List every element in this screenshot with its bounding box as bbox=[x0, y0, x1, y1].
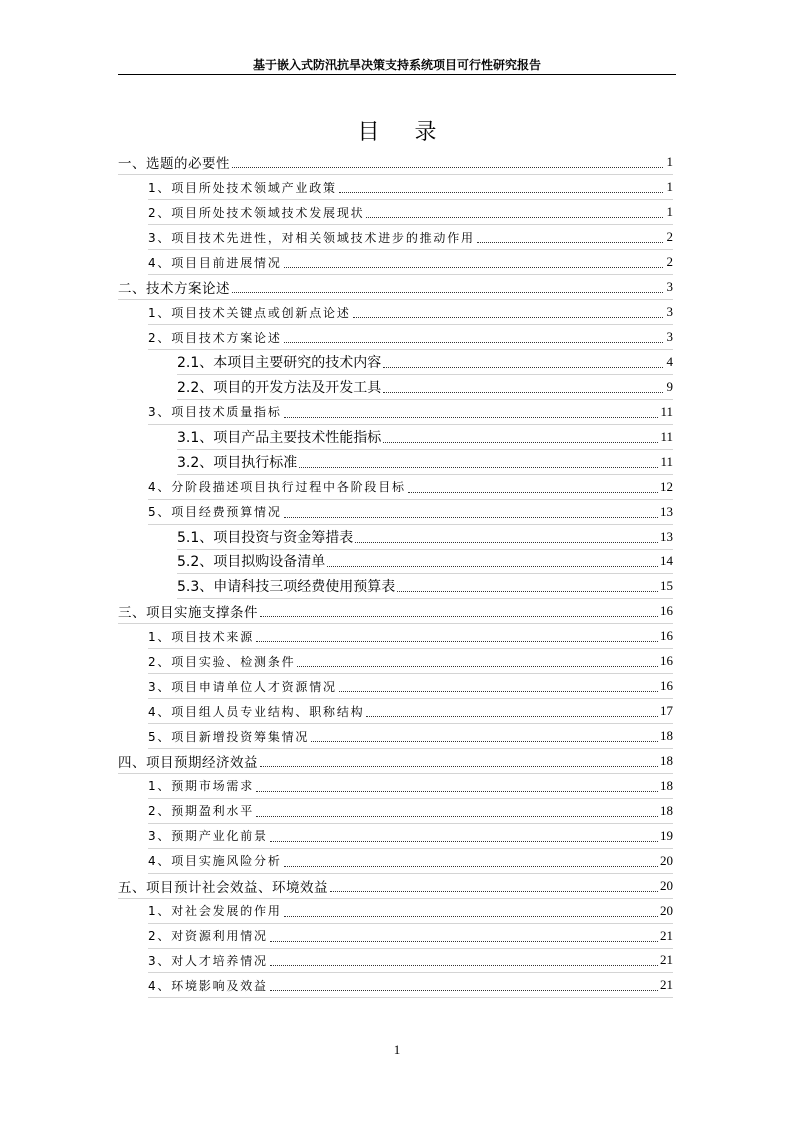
toc-dot-leader bbox=[284, 516, 658, 518]
toc-entry[interactable] bbox=[148, 824, 673, 849]
toc-entry[interactable] bbox=[148, 624, 673, 649]
toc-dot-leader bbox=[270, 964, 658, 966]
toc-entry-label: 3.1、项目产品主要技术性能指标 bbox=[177, 429, 382, 446]
toc-dot-leader bbox=[327, 565, 658, 567]
toc-entry[interactable] bbox=[148, 500, 673, 525]
toc-dot-leader bbox=[353, 316, 663, 318]
toc-entry-label: 五、项目预计社会效益、环境效益 bbox=[118, 879, 328, 896]
toc-entry[interactable] bbox=[177, 425, 673, 450]
toc-dot-leader bbox=[256, 790, 658, 792]
toc-entry[interactable] bbox=[148, 849, 673, 874]
toc-entry-label: 三、项目实施支撑条件 bbox=[118, 605, 258, 622]
toc-entry-page-number: 16 bbox=[660, 653, 673, 669]
toc-dot-leader bbox=[232, 166, 663, 168]
toc-dot-leader bbox=[256, 640, 658, 642]
toc-entry-label: 4、分阶段描述项目执行过程中各阶段目标 bbox=[148, 480, 406, 495]
toc-entry[interactable] bbox=[177, 525, 673, 550]
toc-entry-label: 4、项目实施风险分析 bbox=[148, 854, 282, 869]
toc-dot-leader bbox=[339, 690, 658, 692]
toc-entry-label: 2、对资源利用情况 bbox=[148, 929, 268, 944]
toc-entry[interactable] bbox=[148, 649, 673, 674]
toc-entry-label: 1、预期市场需求 bbox=[148, 779, 255, 794]
toc-entry-label: 2、项目实验、检测条件 bbox=[148, 654, 296, 669]
toc-entry-page-number: 21 bbox=[660, 952, 673, 968]
toc-entry[interactable] bbox=[148, 973, 673, 998]
toc-entry-page-number: 11 bbox=[660, 403, 673, 419]
toc-entry[interactable] bbox=[177, 375, 673, 400]
toc-entry-label: 3、预期产业化前景 bbox=[148, 829, 268, 844]
toc-entry-label: 5、项目经费预算情况 bbox=[148, 505, 282, 520]
toc-entry-label: 5、项目新增投资筹集情况 bbox=[148, 729, 310, 744]
toc-entry[interactable] bbox=[148, 225, 673, 250]
toc-entry-page-number: 12 bbox=[660, 478, 673, 494]
toc-dot-leader bbox=[355, 541, 658, 543]
toc-dot-leader bbox=[366, 715, 658, 717]
toc-entry[interactable] bbox=[177, 350, 673, 375]
toc-entry[interactable] bbox=[118, 151, 673, 176]
toc-entry[interactable] bbox=[148, 949, 673, 974]
toc-entry-label: 5.2、项目拟购设备清单 bbox=[177, 554, 326, 571]
toc-entry[interactable] bbox=[148, 799, 673, 824]
toc-entry-label: 2.1、本项目主要研究的技术内容 bbox=[177, 354, 382, 371]
toc-entry-page-number: 16 bbox=[660, 628, 673, 644]
toc-dot-leader bbox=[299, 466, 658, 468]
toc-dot-leader bbox=[260, 615, 658, 617]
toc-entry-label: 1、对社会发展的作用 bbox=[148, 904, 282, 919]
toc-entry-page-number: 19 bbox=[660, 827, 673, 843]
toc-entry-page-number: 9 bbox=[666, 378, 673, 394]
toc-entry-label: 3、对人才培养情况 bbox=[148, 953, 268, 968]
toc-dot-leader bbox=[366, 216, 663, 218]
toc-entry[interactable] bbox=[118, 599, 673, 624]
toc-entry-label: 2、项目所处技术领域技术发展现状 bbox=[148, 205, 365, 220]
page-number: 1 bbox=[393, 1042, 401, 1057]
toc-entry-page-number: 1 bbox=[666, 179, 673, 195]
toc-entry-page-number: 21 bbox=[660, 927, 673, 943]
toc-entry-page-number: 3 bbox=[666, 279, 673, 295]
toc-dot-leader bbox=[284, 416, 659, 418]
toc-heading: 目 录 bbox=[357, 120, 451, 145]
toc-entry-page-number: 20 bbox=[660, 852, 673, 868]
toc-entry-page-number: 1 bbox=[666, 204, 673, 220]
toc-entry-page-number: 16 bbox=[660, 678, 673, 694]
toc-dot-leader bbox=[284, 865, 658, 867]
toc-dot-leader bbox=[339, 191, 663, 193]
toc-entry-page-number: 13 bbox=[660, 528, 673, 544]
toc-entry-page-number: 2 bbox=[666, 229, 673, 245]
toc-entry-page-number: 18 bbox=[660, 802, 673, 818]
toc-entry[interactable] bbox=[118, 874, 673, 899]
toc-dot-leader bbox=[383, 366, 663, 368]
toc-dot-leader bbox=[311, 740, 658, 742]
toc-entry-page-number: 15 bbox=[660, 578, 673, 594]
toc-entry-label: 4、环境影响及效益 bbox=[148, 978, 268, 993]
toc-entry-label: 1、项目技术关键点或创新点论述 bbox=[148, 305, 351, 320]
toc-entry[interactable] bbox=[148, 200, 673, 225]
toc-dot-leader bbox=[397, 590, 658, 592]
toc-entry-label: 2、项目技术方案论述 bbox=[148, 330, 282, 345]
toc-dot-leader bbox=[383, 391, 663, 393]
toc-entry-label: 3、项目申请单位人才资源情况 bbox=[148, 679, 337, 694]
toc-entry-page-number: 11 bbox=[660, 428, 673, 444]
toc-entry-page-number: 13 bbox=[660, 503, 673, 519]
toc-entry[interactable] bbox=[148, 325, 673, 350]
toc-entry-label: 1、项目所处技术领域产业政策 bbox=[148, 180, 337, 195]
toc-dot-leader bbox=[477, 241, 663, 243]
toc-entry-label: 4、项目组人员专业结构、职称结构 bbox=[148, 704, 365, 719]
toc-dot-leader bbox=[284, 266, 663, 268]
toc-dot-leader bbox=[260, 765, 658, 767]
toc-entry[interactable] bbox=[148, 899, 673, 924]
toc-entry-label: 四、项目预期经济效益 bbox=[118, 754, 258, 771]
toc-dot-leader bbox=[284, 915, 658, 917]
toc-entry-page-number: 18 bbox=[660, 728, 673, 744]
toc-entry-label: 5.1、项目投资与资金筹措表 bbox=[177, 529, 354, 546]
toc-entry-page-number: 2 bbox=[666, 254, 673, 270]
toc-entry-page-number: 3 bbox=[666, 304, 673, 320]
toc-dot-leader bbox=[232, 291, 663, 293]
toc-entry[interactable] bbox=[148, 699, 673, 724]
toc-dot-leader bbox=[408, 491, 658, 493]
toc-dot-leader bbox=[284, 341, 663, 343]
toc-dot-leader bbox=[256, 815, 658, 817]
toc-entry-label: 4、项目目前进展情况 bbox=[148, 255, 282, 270]
toc-entry-page-number: 16 bbox=[660, 603, 673, 619]
toc-entry[interactable] bbox=[177, 574, 673, 599]
toc-entry-page-number: 18 bbox=[660, 777, 673, 793]
toc-dot-leader bbox=[270, 989, 658, 991]
toc-entry[interactable] bbox=[148, 175, 673, 200]
toc-entry-label: 5.3、申请科技三项经费使用预算表 bbox=[177, 579, 396, 596]
toc-entry[interactable] bbox=[177, 550, 673, 575]
toc-entry[interactable] bbox=[148, 774, 673, 799]
toc-entry-label: 2.2、项目的开发方法及开发工具 bbox=[177, 379, 382, 396]
toc-entry-label: 3、项目技术质量指标 bbox=[148, 405, 282, 420]
toc-entry[interactable] bbox=[148, 724, 673, 749]
toc-entry-label: 3、项目技术先进性，对相关领域技术进步的推动作用 bbox=[148, 230, 475, 245]
toc-entry-label: 1、项目技术来源 bbox=[148, 629, 255, 644]
toc-entry[interactable] bbox=[148, 475, 673, 500]
toc-entry[interactable] bbox=[118, 749, 673, 774]
running-header-title: 基于嵌入式防汛抗旱决策支持系统项目可行性研究报告 bbox=[118, 56, 676, 75]
toc-entry-page-number: 4 bbox=[666, 353, 673, 369]
toc-entry-page-number: 11 bbox=[660, 453, 673, 469]
toc-entry-label: 2、预期盈利水平 bbox=[148, 804, 255, 819]
toc-dot-leader bbox=[383, 441, 658, 443]
toc-entry-page-number: 20 bbox=[660, 902, 673, 918]
toc-entry-page-number: 3 bbox=[666, 329, 673, 345]
toc-entry-page-number: 20 bbox=[660, 877, 673, 893]
toc-dot-leader bbox=[297, 665, 658, 667]
toc-entry[interactable] bbox=[148, 250, 673, 275]
toc-dot-leader bbox=[270, 940, 658, 942]
toc-dot-leader bbox=[330, 890, 658, 892]
toc-entry-page-number: 17 bbox=[660, 703, 673, 719]
toc-entry[interactable] bbox=[148, 300, 673, 325]
toc-entry-page-number: 14 bbox=[660, 553, 673, 569]
toc-entry[interactable] bbox=[118, 275, 673, 300]
toc-entry[interactable] bbox=[148, 924, 673, 949]
toc-entry-page-number: 18 bbox=[660, 752, 673, 768]
toc-entry-label: 一、选题的必要性 bbox=[118, 156, 230, 173]
toc-entry-label: 二、技术方案论述 bbox=[118, 281, 230, 298]
toc-entry-label: 3.2、项目执行标准 bbox=[177, 454, 298, 471]
toc-dot-leader bbox=[270, 840, 658, 842]
toc-entry-page-number: 1 bbox=[666, 154, 673, 170]
toc-entry[interactable] bbox=[177, 450, 673, 475]
toc-entry[interactable] bbox=[148, 400, 673, 425]
table-of-contents bbox=[118, 151, 673, 999]
toc-entry-page-number: 21 bbox=[660, 977, 673, 993]
toc-entry[interactable] bbox=[148, 674, 673, 699]
